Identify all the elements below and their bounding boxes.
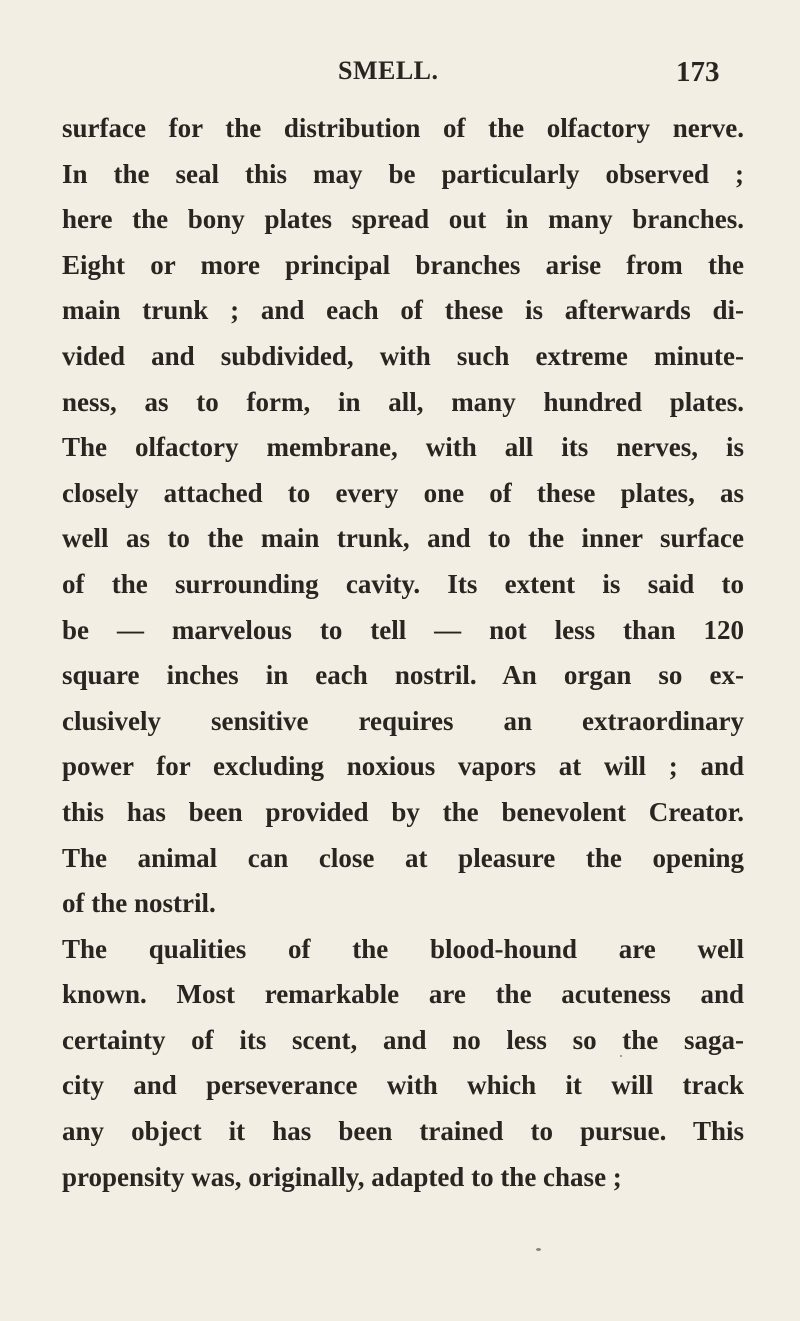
text-line: be — marvelous to tell — not less than 120 <box>62 614 744 645</box>
text-line: ness, as to form, in all, many hundred plates. <box>62 386 744 417</box>
ink-speck <box>620 1055 622 1057</box>
running-head: SMELL. <box>338 56 439 85</box>
text-line: this has been provided by the benevolent Creator. <box>62 796 744 827</box>
text-line: Eight or more principal branches arise from the <box>62 249 744 280</box>
body-text <box>62 106 744 1200</box>
text-line: The animal can close at pleasure the opening <box>62 842 744 873</box>
text-line: main trunk ; and each of these is afterwards di- <box>62 295 744 326</box>
text-line: The olfactory membrane, with all its nerves, is <box>62 432 744 463</box>
text-line: surface for the distribution of the olfactory nerve. <box>62 113 744 143</box>
text-line: power for excluding noxious vapors at will ; and <box>62 751 744 782</box>
text-line: of the nostril. <box>62 888 216 919</box>
text-line: vided and subdivided, with such extreme minute- <box>62 340 744 371</box>
paragraph-start-line: The qualities of the blood-hound are well <box>62 933 744 964</box>
text-line: here the bony plates spread out in many branches. <box>62 204 744 235</box>
page-number: 173 <box>676 56 720 88</box>
text-line: In the seal this may be particularly observed ; <box>62 158 744 189</box>
text-line: square inches in each nostril. An organ so ex- <box>62 660 744 691</box>
text-line: of the surrounding cavity. Its extent is said to <box>62 568 744 599</box>
text-line: certainty of its scent, and no less so the saga- <box>62 1024 744 1055</box>
text-line: city and perseverance with which it will track <box>62 1070 744 1101</box>
page-header <box>0 56 800 96</box>
text-line: clusively sensitive requires an extraordinary <box>62 705 744 736</box>
text-line: closely attached to every one of these plates, as <box>62 477 744 508</box>
text-line: any object it has been trained to pursue. This <box>62 1116 744 1147</box>
text-line: well as to the main trunk, and to the inner surface <box>62 523 744 554</box>
text-line: propensity was, originally, adapted to the chase ; <box>62 1161 622 1192</box>
text-line: known. Most remarkable are the acuteness and <box>62 979 744 1010</box>
ink-speck <box>536 1248 541 1251</box>
